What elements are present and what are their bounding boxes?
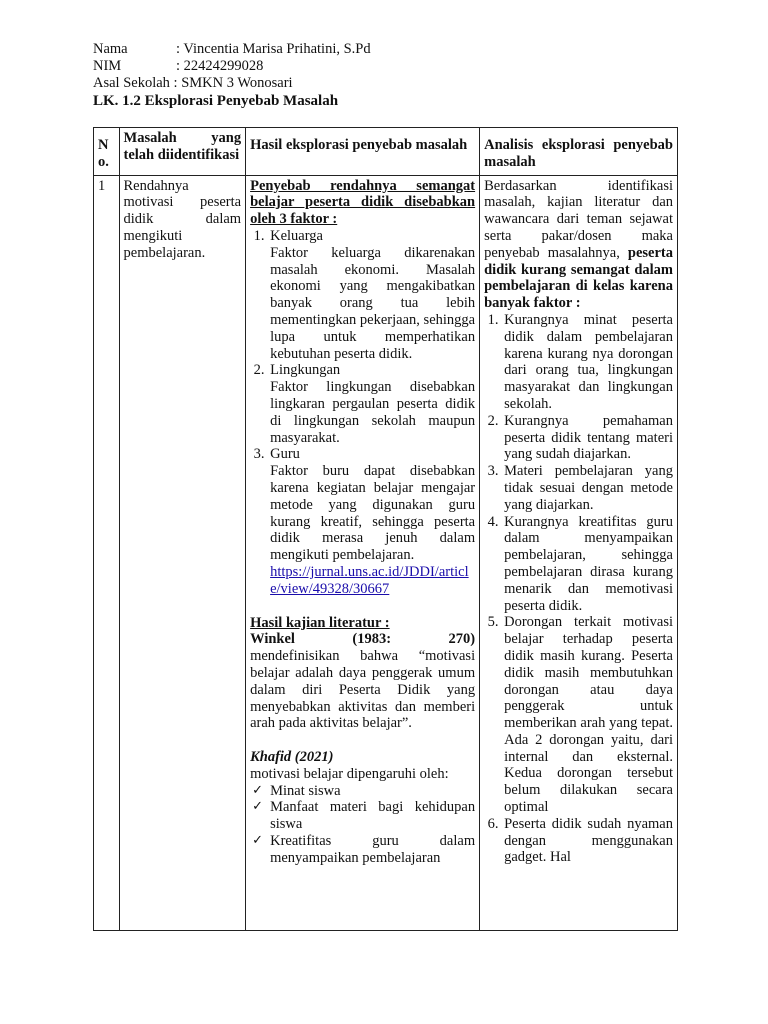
- table-row: [94, 175, 678, 930]
- document-header: [93, 41, 371, 110]
- check-mark-icon: ✓: [252, 799, 263, 815]
- khafid-list: [250, 783, 475, 867]
- winkel-block: [250, 631, 475, 732]
- factor-desc: Faktor lingkungan disebabkan lingkaran pergaulan peserta didik di lingkungan sekolah maupun masyarakat.: [270, 379, 476, 446]
- cause-analysis-cell: [480, 175, 678, 930]
- exploration-table: [93, 127, 678, 931]
- school-label: Asal Sekolah: [93, 75, 170, 91]
- list-item: 3. Materi pembelajaran yang tidak sesuai dengan metode yang diajarkan.: [502, 463, 673, 513]
- name-label: Nama: [93, 41, 128, 57]
- document-title: LK. 1.2 Eksplorasi Penyebab Masalah: [93, 93, 339, 109]
- analysis-intro-bold: peserta didik kurang semangat dalam pembelajaran di kelas karena banyak faktor :: [484, 244, 673, 312]
- list-item: 5. Dorongan terkait motivasi belajar terhadap peserta didik masih kurang. Peserta didik masih membutuhkan dorongan atau daya penggerak untuk memberikan arah yang tepat. Ada 2 dorongan yaitu, dari internal dan eksternal. Kedua dorongan tersebut belum dilakukan secara optimal: [502, 614, 673, 816]
- analysis-intro: [484, 178, 673, 312]
- list-item: [252, 799, 476, 833]
- khafid-citation: Khafid (2021): [250, 749, 334, 766]
- winkel-citation: Winkel (1983: 270): [250, 631, 476, 648]
- list-item: [252, 782, 475, 800]
- check-mark-icon: ✓: [252, 782, 263, 798]
- name-row: [93, 41, 371, 58]
- cause-exploration-cell: [246, 175, 480, 930]
- table-header-row: [94, 128, 678, 176]
- list-item: 6. Peserta didik sudah nyaman dengan menggunakan gadget. Hal: [502, 816, 673, 866]
- nim-value: : 22424299028: [176, 58, 264, 74]
- nim-label: NIM: [93, 58, 122, 74]
- nim-row: [93, 58, 371, 75]
- khafid-item: Manfaat materi bagi kehidupan siswa: [270, 799, 476, 833]
- list-item: [268, 228, 475, 362]
- khafid-item: Kreatifitas guru dalam menyampaikan pembelajaran: [270, 833, 476, 866]
- list-item: [252, 833, 476, 867]
- journal-link[interactable]: https://jurnal.uns.ac.id/JDDI/article/view/49328/30667: [270, 563, 469, 597]
- header-masalah: Masalah yang telah diidentifikasi: [119, 128, 246, 176]
- factor-list: [250, 228, 475, 598]
- list-item: 2. Kurangnya pemahaman peserta didik tentang materi yang sudah diajarkan.: [502, 413, 673, 463]
- factor-desc: Faktor keluarga dikarenakan masalah ekonomi. Masalah ekonomi yang mengakibatkan banyak orang tua lebih mementingkan pekerjaan, sehingga lupa untuk memperhatikan kebutuhan peserta didik.: [270, 244, 476, 362]
- list-item: 1. Kurangnya minat peserta didik dalam pembelajaran karena kurang nya dorongan dari orang tua, lingkungan masyarakat dan lingkungan sekolah.: [502, 312, 673, 413]
- analysis-list: [484, 312, 673, 866]
- analysis-intro-text: Berdasarkan identifikasi masalah, kajian literatur dan wawancara dari teman sejawat serta pakar/dosen maka penyebab masalahnya,: [484, 177, 673, 261]
- header-no: N o.: [94, 128, 120, 176]
- factor-desc: Faktor buru dapat disebabkan karena kegiatan belajar mengajar metode yang digunakan guru kurang kreatif, sehingga peserta didik merasa jenuh dalam mengikuti pembelajaran.: [270, 463, 476, 564]
- winkel-text: mendefinisikan bahwa “motivasi belajar adalah daya penggerak umum dalam diri Peserta Didik yang menyebabkan aktivitas dan memberi arah pada aktivitas belajar”.: [250, 648, 476, 732]
- problem-cell: Rendahnya motivasi peserta didik dalam mengikuti pembelajaran.: [119, 175, 246, 930]
- factor-name: Keluarga: [270, 227, 323, 244]
- factor-name: Guru: [270, 446, 300, 463]
- literature-heading: Hasil kajian literatur :: [250, 614, 390, 631]
- check-mark-icon: ✓: [252, 833, 263, 849]
- factor-name: Lingkungan: [270, 362, 341, 379]
- list-item: [268, 362, 475, 446]
- khafid-item: Minat siswa: [270, 782, 341, 799]
- khafid-intro: motivasi belajar dipengaruhi oleh:: [250, 765, 449, 782]
- school-value: : SMKN 3 Wonosari: [173, 75, 293, 91]
- list-item: 4. Kurangnya kreatifitas guru dalam menyampaikan pembelajaran, sehingga pembelajaran dirasa kurang menarik dan memotivasi peserta didik.: [502, 514, 673, 615]
- cause-heading: Penyebab rendahnya semangat belajar peserta didik disebabkan oleh 3 faktor :: [250, 177, 476, 228]
- row-number: 1: [94, 175, 120, 930]
- school-row: [93, 75, 371, 92]
- header-analisis: Analisis eksplorasi penyebab masalah: [480, 128, 678, 176]
- list-item: [268, 446, 475, 597]
- header-hasil: Hasil eksplorasi penyebab masalah: [246, 128, 480, 176]
- name-value: : Vincentia Marisa Prihatini, S.Pd: [176, 41, 371, 57]
